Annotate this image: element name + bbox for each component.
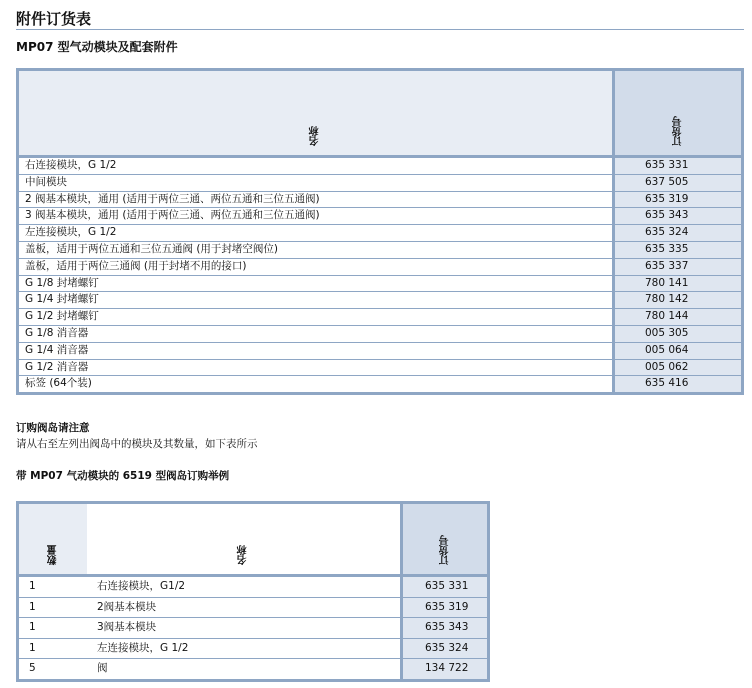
table-row bbox=[18, 174, 743, 191]
item-name: 标签 (64个装) bbox=[18, 376, 614, 394]
page-subtitle: MP07 型气动模块及配套附件 bbox=[16, 40, 178, 54]
example-code: 134 722 bbox=[402, 659, 489, 681]
page-title: 附件订货表 bbox=[16, 10, 92, 28]
example-code: 635 324 bbox=[402, 638, 489, 659]
example-name: 左连接模块，G 1/2 bbox=[87, 638, 402, 659]
item-code: 780 141 bbox=[614, 275, 743, 292]
item-code: 635 335 bbox=[614, 241, 743, 258]
table-row bbox=[18, 597, 489, 618]
table-row bbox=[18, 638, 489, 659]
table-row bbox=[18, 241, 743, 258]
item-name: 盖板，适用于两位三通阀 (用于封堵不用的接口) bbox=[18, 258, 614, 275]
item-code: 780 142 bbox=[614, 292, 743, 309]
accessories-table-body bbox=[18, 157, 743, 394]
example-name: 右连接模块，G1/2 bbox=[87, 576, 402, 598]
column-header-code: 订货号 bbox=[614, 70, 743, 157]
example-header-qty: 数量 bbox=[18, 503, 88, 576]
item-code: 635 416 bbox=[614, 376, 743, 394]
table-row bbox=[18, 275, 743, 292]
table-row bbox=[18, 292, 743, 309]
item-name: G 1/8 消音器 bbox=[18, 325, 614, 342]
example-name: 2阀基本模块 bbox=[87, 597, 402, 618]
table-row bbox=[18, 342, 743, 359]
table-row bbox=[18, 576, 489, 598]
table-row bbox=[18, 208, 743, 225]
item-name: 右连接模块，G 1/2 bbox=[18, 157, 614, 175]
accessories-table bbox=[16, 68, 744, 395]
table-row bbox=[18, 258, 743, 275]
example-qty: 1 bbox=[18, 618, 88, 639]
item-name: G 1/8 封堵螺钉 bbox=[18, 275, 614, 292]
table-row bbox=[18, 225, 743, 242]
table-row bbox=[18, 325, 743, 342]
item-code: 635 337 bbox=[614, 258, 743, 275]
item-code: 635 319 bbox=[614, 191, 743, 208]
example-code: 635 331 bbox=[402, 576, 489, 598]
item-name: G 1/4 消音器 bbox=[18, 342, 614, 359]
example-name: 阀 bbox=[87, 659, 402, 681]
table-row bbox=[18, 659, 489, 681]
example-table-body bbox=[18, 576, 489, 681]
column-header-name: 名称 bbox=[18, 70, 614, 157]
item-code: 780 144 bbox=[614, 309, 743, 326]
title-divider bbox=[16, 29, 744, 30]
example-code: 635 343 bbox=[402, 618, 489, 639]
example-qty: 5 bbox=[18, 659, 88, 681]
item-code: 635 324 bbox=[614, 225, 743, 242]
example-table bbox=[16, 501, 490, 682]
table-row bbox=[18, 191, 743, 208]
example-qty: 1 bbox=[18, 576, 88, 598]
example-qty: 1 bbox=[18, 597, 88, 618]
example-title: 带 MP07 气动模块的 6519 型阀岛订购举例 bbox=[16, 470, 230, 482]
item-name: G 1/2 封堵螺钉 bbox=[18, 309, 614, 326]
item-name: 中间模块 bbox=[18, 174, 614, 191]
table-row bbox=[18, 618, 489, 639]
item-code: 005 305 bbox=[614, 325, 743, 342]
note-text: 请从右至左列出阀岛中的模块及其数量，如下表所示 bbox=[16, 438, 258, 450]
table-row bbox=[18, 359, 743, 376]
item-name: 2 阀基本模块，通用 (适用于两位三通、两位五通和三位五通阀) bbox=[18, 191, 614, 208]
note-title: 订购阀岛请注意 bbox=[16, 422, 90, 434]
example-code: 635 319 bbox=[402, 597, 489, 618]
item-code: 005 062 bbox=[614, 359, 743, 376]
example-name: 3阀基本模块 bbox=[87, 618, 402, 639]
example-header-name: 名称 bbox=[87, 503, 402, 576]
item-code: 635 343 bbox=[614, 208, 743, 225]
table-row bbox=[18, 309, 743, 326]
item-name: 3 阀基本模块，通用 (适用于两位三通、两位五通和三位五通阀) bbox=[18, 208, 614, 225]
item-code: 635 331 bbox=[614, 157, 743, 175]
item-name: 盖板，适用于两位五通和三位五通阀 (用于封堵空阀位) bbox=[18, 241, 614, 258]
example-qty: 1 bbox=[18, 638, 88, 659]
item-code: 637 505 bbox=[614, 174, 743, 191]
table-row bbox=[18, 157, 743, 175]
table-row bbox=[18, 376, 743, 394]
item-name: G 1/2 消音器 bbox=[18, 359, 614, 376]
item-name: G 1/4 封堵螺钉 bbox=[18, 292, 614, 309]
item-name: 左连接模块，G 1/2 bbox=[18, 225, 614, 242]
item-code: 005 064 bbox=[614, 342, 743, 359]
example-header-code: 订货号 bbox=[402, 503, 489, 576]
